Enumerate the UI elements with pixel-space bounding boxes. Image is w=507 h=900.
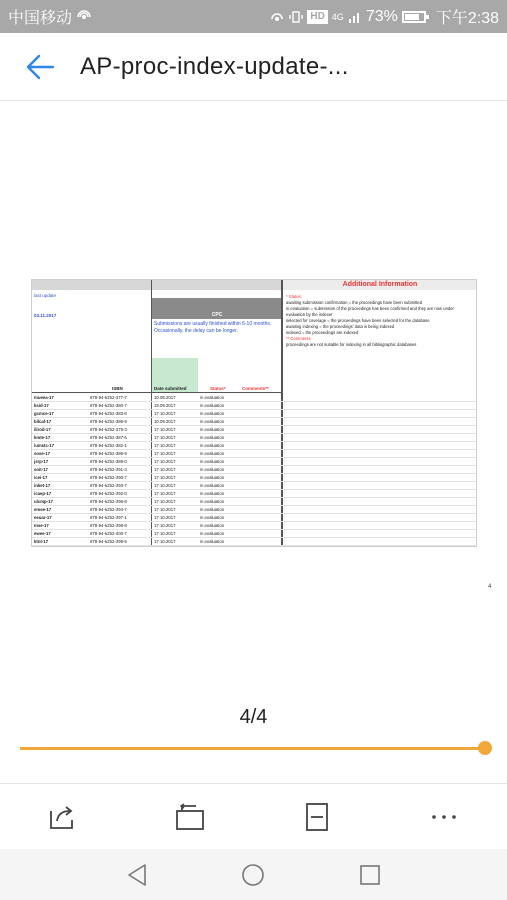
battery-icon [402, 11, 426, 23]
proceeding-code: sose-17 [34, 451, 51, 456]
clock: 下午2:38 [435, 10, 499, 27]
isbn-cell: 978-94-6252-389-0 [90, 459, 127, 464]
proceeding-code: soit-17 [34, 467, 48, 472]
system-nav-bar [0, 849, 507, 900]
recents-square-icon[interactable] [359, 864, 381, 886]
note-line: awaiting submission confirmation = the proceedings have been submitted [286, 300, 423, 305]
status-cell: in evaluation [200, 507, 225, 512]
page-indicator: 4/4 [239, 706, 268, 728]
proceeding-code: kmte-17 [34, 435, 51, 440]
proceeding-code: bilcal-17 [34, 419, 52, 424]
table-row [32, 466, 477, 474]
date-cell: 17.10.2017 [154, 515, 176, 520]
table-row [32, 514, 477, 522]
status-cell: in evaluation [200, 443, 225, 448]
date-cell: 17.10.2017 [154, 507, 176, 512]
proceeding-code: inket-17 [34, 483, 51, 488]
note-line: indexed = the proceedings are indexed [286, 330, 359, 335]
table-row [32, 522, 477, 530]
isbn-cell: 978-94-6252-377-7 [90, 395, 127, 400]
proceeding-code: emee-17 [34, 507, 52, 512]
isbn-cell: 978-94-6252-390-7 [90, 475, 127, 480]
table-row [32, 482, 477, 490]
status-cell: in evaluation [200, 403, 225, 408]
proceeding-code: icaep-17 [34, 491, 52, 496]
last-update-date: 03.11.2017 [34, 313, 57, 318]
back-button[interactable] [0, 33, 80, 101]
date-cell: 17.10.2017 [154, 523, 176, 528]
table-row [32, 418, 477, 426]
isbn-header: ISBN [112, 386, 123, 391]
status-cell: in evaluation [200, 539, 225, 544]
proceeding-code: ulcmp-17 [34, 499, 53, 504]
table-row [32, 426, 477, 434]
divider [32, 392, 282, 393]
isbn-cell: 978-94-6252-380-7 [90, 403, 127, 408]
date-cell: 17.10.2017 [154, 475, 176, 480]
status-cell: in evaluation [200, 515, 225, 520]
date-cell: 17.10.2017 [154, 459, 176, 464]
note-line: awaiting indexing = the proceedings' data is being indexed [286, 324, 395, 329]
hotspot-icon [76, 9, 92, 25]
status-cell: in evaluation [200, 459, 225, 464]
proceeding-code: jsrp-17 [34, 459, 49, 464]
proceeding-code: icei-17 [34, 475, 48, 480]
table-row [32, 498, 477, 506]
document-viewer[interactable] [0, 102, 507, 782]
hd-icon: HD [307, 10, 327, 24]
proceeding-code: ilirod-17 [34, 427, 51, 432]
isbn-cell: 978-94-6252-382-1 [90, 443, 127, 448]
page-number-small: 4 [488, 584, 492, 590]
note-line: selected for coverage = the proceedings have been selected for the database [286, 318, 430, 323]
rotate-icon [174, 802, 206, 832]
table-row [32, 458, 477, 466]
isbn-cell: 978-94-6252-398-8 [90, 523, 127, 528]
date-cell: 17.10.2017 [154, 427, 176, 432]
isbn-cell: 978-94-6252-386-9 [90, 419, 127, 424]
date-cell: 17.10.2017 [154, 467, 176, 472]
bottom-toolbar [0, 783, 507, 849]
network-type-label: 4G [331, 11, 344, 22]
rotate-button[interactable] [170, 797, 210, 837]
document-title: AP-proc-index-update-... [80, 52, 349, 80]
table-row [32, 450, 477, 458]
status-cell: in evaluation [200, 395, 225, 400]
isbn-cell: 978-94-6252-399-5 [90, 539, 127, 544]
status-cell: in evaluation [200, 427, 225, 432]
status-bar [0, 0, 507, 33]
more-icon [430, 813, 458, 821]
isbn-cell: 978-94-6252-387-6 [90, 435, 127, 440]
status-cell: in evaluation [200, 435, 225, 440]
isbn-cell: 978-94-6252-400-7 [90, 531, 127, 536]
table-row [32, 530, 477, 538]
cpc-title: CPC [211, 312, 223, 318]
proceeding-code: mueea-17 [34, 395, 54, 400]
table-row [32, 474, 477, 482]
note-line: proceedings are not suitable for indexing in all bibliographic databases [286, 342, 417, 347]
isbn-cell: 978-94-6252-396-8 [90, 499, 127, 504]
date-cell: 17.10.2017 [154, 411, 176, 416]
isbn-cell: 978-94-6252-391-3 [90, 467, 127, 472]
proceeding-code: ktnt-17 [34, 539, 49, 544]
date-cell: 10.08.2017 [154, 395, 176, 400]
date-cell: 19.09.2017 [154, 403, 176, 408]
back-arrow-icon [25, 54, 55, 80]
home-circle-icon[interactable] [240, 862, 266, 888]
proceeding-code: gcmce-17 [34, 411, 54, 416]
date-cell: 17.10.2017 [154, 443, 176, 448]
hotspot-icon [269, 10, 285, 24]
carrier-label: 中国移动 [8, 10, 73, 27]
status-header: Status* [210, 386, 226, 391]
isbn-cell: 978-94-6252-375-3 [90, 427, 127, 432]
isbn-cell: 978-94-6252-393-7 [90, 483, 127, 488]
note-line: ** Comments [286, 336, 311, 341]
status-cell: in evaluation [200, 411, 225, 416]
date-cell: 17.10.2017 [154, 491, 176, 496]
table-row [32, 410, 477, 418]
fit-page-button[interactable] [297, 797, 337, 837]
status-cell: in evaluation [200, 523, 225, 528]
date-cell: 17.10.2017 [154, 531, 176, 536]
table-row [32, 434, 477, 442]
date-cell: 17.10.2017 [154, 499, 176, 504]
status-cell: in evaluation [200, 499, 225, 504]
proceeding-code: iumstc-17 [34, 443, 55, 448]
proceeding-code: eeuar-17 [34, 515, 52, 520]
proceeding-code: mse-17 [34, 523, 49, 528]
note-line: * Status: [286, 294, 302, 299]
isbn-cell: 978-94-6252-397-1 [90, 515, 127, 520]
date-cell: 17.10.2017 [154, 539, 176, 544]
page-slider-handle[interactable] [478, 741, 492, 755]
date-cell: 17.10.2017 [154, 435, 176, 440]
back-triangle-icon[interactable] [126, 863, 148, 887]
note-line: in evaluation = submission of the proceedings has been confirmed and they are now under evaluation by the indexer [286, 306, 454, 317]
date-cell: 17.10.2017 [154, 451, 176, 456]
more-button[interactable] [424, 797, 464, 837]
table-row [32, 506, 477, 514]
fit-page-icon [305, 802, 329, 832]
status-cell: in evaluation [200, 491, 225, 496]
cpc-note: Submissions are usually finished within 6-10 months. Occasionally, the delay can be longer. [154, 321, 272, 334]
status-cell: in evaluation [200, 451, 225, 456]
page-slider-track[interactable] [20, 747, 486, 750]
date-header: Date submitted [154, 386, 187, 391]
share-button[interactable] [43, 797, 83, 837]
vibrate-icon [289, 10, 303, 24]
comments-header: Comments** [242, 386, 269, 391]
proceeding-code: ewee-17 [34, 531, 51, 536]
status-cell: in evaluation [200, 475, 225, 480]
date-cell: 10.09.2017 [154, 419, 176, 424]
status-cell: in evaluation [200, 531, 225, 536]
isbn-cell: 978-94-6252-394-7 [90, 507, 127, 512]
proceeding-code: ksid-17 [34, 403, 49, 408]
isbn-cell: 978-94-6252-386-9 [90, 451, 127, 456]
table-row [32, 538, 477, 546]
spreadsheet-page[interactable] [31, 279, 477, 547]
isbn-cell: 978-94-6252-383-8 [90, 411, 127, 416]
table-row [32, 402, 477, 410]
index-table [32, 394, 477, 546]
table-row [32, 490, 477, 498]
table-row [32, 394, 477, 402]
battery-percent: 73% [365, 7, 398, 25]
isbn-cell: 978-94-6252-392-0 [90, 491, 127, 496]
additional-info-title: Additional Information [342, 281, 418, 288]
additional-notes [286, 294, 474, 348]
signal-icon [348, 10, 362, 24]
last-update-label: last update [34, 293, 57, 298]
share-icon [48, 803, 78, 831]
status-cell: in evaluation [200, 419, 225, 424]
app-bar [0, 33, 507, 101]
status-cell: in evaluation [200, 467, 225, 472]
status-cell: in evaluation [200, 483, 225, 488]
date-cell: 17.10.2017 [154, 483, 176, 488]
table-row [32, 442, 477, 450]
